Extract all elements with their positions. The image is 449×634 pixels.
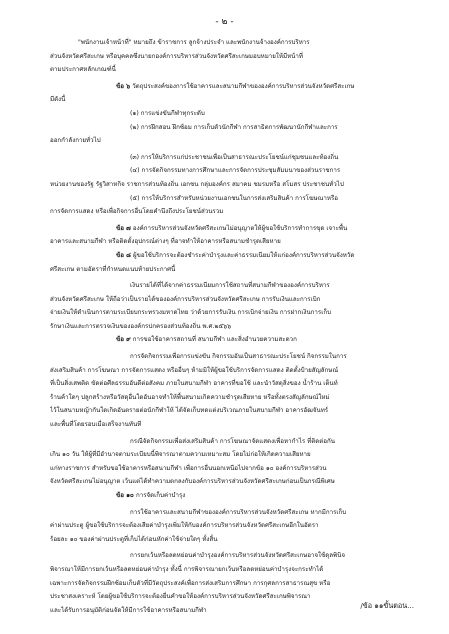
line-text: การจัดการแสดง หรือเพื่อกิจการอื่นโดยคำนึงถึงประโยชน์ส่วนรวม [50,208,224,216]
text-line [50,164,412,178]
text-line [50,121,412,135]
text-line [50,80,412,94]
text-line [50,50,412,64]
line-text: แก่ทางราชการ สำหรับขอใช้อาคารหรือสนามกีฬา เพื่อการอื่นนอกเหนือไปจากข้อ ๑๐ องค์การบริหารส่วน [50,464,327,472]
line-text: ส่วนจังหวัดศรีสะเกษ หรือบุคคลซึ่งนายกองค์การบริหารส่วนจังหวัดศรีสะเกษมอบหมายให้มีหน้าที่ [50,52,303,60]
text-line [50,151,412,165]
line-text: ประชาสงเคราะห์ โดยผู้ขอใช้บริการจะต้องยื่นคำขอให้องค์การบริหารส่วนจังหวัดศรีสะเกษพิจารณา [50,593,311,601]
page-number: - ๒ - [215,17,234,27]
line-text: ร้อยละ ๑๐ ของค่าผ่านประตูที่เก็บได้ก่อนหักค่าใช้จ่ายใดๆ ทั้งสิ้น [50,535,218,543]
line-text: (๓) การให้บริการแก่ประชาชนเพื่อเป็นสาธารณะประโยชน์แก่ชุมชนและท้องถิ่น [130,153,339,161]
line-text: องค์การบริหารส่วนจังหวัดศรีสะเกษไม่อนุญาตให้ผู้ขอใช้บริการทำการขุด เจาะพื้น [132,224,348,232]
text-line [50,205,412,219]
text-line [50,107,412,121]
clause-number: ข้อ ๗ [116,224,133,232]
text-line [50,533,412,547]
text-line [50,506,412,520]
text-line [50,320,412,334]
line-text: ส่วนจังหวัดศรีสะเกษ ให้ถือว่าเป็นรายได้ขององค์การบริหารส่วนจังหวัดศรีสะเกษ การรับเงินและการเบิก [50,295,321,303]
clause-number: ข้อ ๖ [116,82,133,90]
line-text: ที่เป็นสิ่งเสพติด ขัดต่อศีลธรรมอันดีต่อสังคม ภายในสนามกีฬา อาคารที่ขอใช้ และนำวัสดุสิ่งของ น้ำร้าน เต็นท์ [50,380,338,388]
line-text: ศรีสะเกษ ตามอัตราที่กำหนดแนบท้ายประกาศนี้ [50,265,176,273]
line-text: การยกเว้นหรือลดหย่อนค่าบำรุงองค์การบริหารส่วนจังหวัดศรีสะเกษอาจใช้ดุลพินิจ [130,552,345,560]
text-line [50,36,412,50]
clause-number: ข้อ ๙ [116,336,133,344]
text-line [50,192,412,206]
text-line [50,377,412,391]
text-line [50,462,412,476]
line-text: เฉพาะการจัดกิจกรรมฝึกซ้อมเก็บตัวที่มีวัตถุประสงค์เพื่อการส่งเสริมการศึกษา การกุศลการสาธารณสุข หรือ [50,579,331,587]
text-line [50,350,412,364]
text-line [50,263,412,277]
line-text: "พนักงานเจ้าหน้าที่" หมายถึง ข้าราชการ ลูกจ้างประจำ และพนักงานจ้างองค์การบริหาร [78,39,310,46]
text-line [50,333,412,347]
text-line [50,577,412,591]
line-text: เงินรายได้ที่ได้จากค่าธรรมเนียมการใช้สถานที่สนามกีฬาขององค์การบริหาร [130,282,330,290]
text-line [50,391,412,405]
text-line [50,475,412,489]
continuation-note: /ข้อ ๑๑ขั้นตอน... [360,601,414,610]
text-line [50,364,412,378]
line-text: (๔) การจัดกิจกรรมทางการศึกษาและการจัดการประชุมสัมมนาของส่วนราชการ [130,167,341,175]
line-text: และพื้นที่โดยรอบเมื่อเสร็จงานทันที [50,421,142,429]
line-text: (๑) การแข่งขันกีฬาทุกระดับ [130,109,205,117]
line-text: ออกกำลังกายทั่วไป [50,137,101,145]
text-line [50,563,412,577]
text-line [50,489,412,503]
line-text: วัตถุประสงค์ของการใช้อาคารและสนามกีฬาขององค์การบริหารส่วนจังหวัดศรีสะเกษ [132,82,355,90]
line-text: ค่าผ่านประตู ผู้ขอใช้บริการจะต้องเสียค่าบำรุงเพิ่มให้กับองค์การบริหารส่วนจังหวัดศรีสะเกษอีกในอัตรา [50,522,319,530]
line-text: (๕) การให้บริการสำหรับหน่วยงานเอกชนในการส่งเสริมสินค้า การโฆษณาหรือ [130,194,338,202]
line-text: ผู้ขอใช้บริการจะต้องชำระค่าบำรุงและค่าธรรมเนียมให้แก่องค์การบริหารส่วนจังหวัด [133,251,355,259]
text-line [50,249,412,263]
line-text: รักษาเงินและการตรวจเงินขององค์กรปกครองส่วนท้องถิ่น พ.ศ.๒๕๖๖ [50,322,232,330]
text-line [50,448,412,462]
clause-number: ข้อ ๘ [116,251,134,259]
line-text: การขอใช้อาคารสถานที่ สนามกีฬา และสิ่งอำนวยความสะดวก [132,336,297,344]
line-text: มีดังนี้ [50,96,66,104]
line-text: หน่วยงานของรัฐ รัฐวิสาหกิจ ราชการส่วนท้องถิ่น เอกชน กลุ่มองค์กร สมาคม ชมรมหรือ สโมสร ประชาชนทั่วไป [50,180,344,188]
text-line [50,63,412,77]
line-text: การจัดกิจกรรมเพื่อการแข่งขัน กิจกรรมอันเป็นสาธารณะประโยชน์ กิจกรรมในการ [130,353,347,361]
line-text: ตามประกาศหลักเกณฑ์นี้ [50,66,116,74]
line-text: การใช้อาคารและสนามกีฬาขององค์การบริหารส่วนจังหวัดศรีสะเกษ หากมีการเก็บ [130,508,347,516]
text-line [50,222,412,236]
line-text: จ่ายเงินให้ดำเนินการตามระเบียบกระทรวงมหาดไทย ว่าด้วยการรับเงิน การเบิกจ่ายเงิน การฝากเงินการเก็บ [50,309,332,317]
line-text: ร้านค้าใดๆ ปลูกสร้างหรือวัสดุอื่นใดอันอาจทำให้พื้นสนามเกิดความชำรุดเสียหาย หรือทั้งตรงสัญลักษณ์ใหม่ [50,393,330,401]
text-line [50,435,412,449]
line-text: (๒) การฝึกสอน ฝึกซ้อม การเก็บตัวนักกีฬา การสาธิตการพัฒนานักกีฬาและการ [130,123,338,131]
text-line [50,235,412,249]
line-text: จังหวัดศรีสะเกษไม่อนุญาต เว้นแต่ได้ทำความตกลงกับองค์การบริหารส่วนจังหวัดศรีสะเกษก่อนเป็นกรณีพิเศษ [50,478,335,486]
text-line [50,404,412,418]
text-line [50,549,412,563]
text-line [50,418,412,432]
text-line [50,293,412,307]
line-text: ส่งเสริมสินค้า การโฆษณา การจัดการแสดง หรืออื่นๆ ห้ามมิให้ผู้ขอใช้บริการจัดการแสดง ติดตั้งป้ายสัญลักษณ์ [50,366,339,374]
document-body [50,36,412,617]
line-text: อาคารและสนามกีฬา หรือติดตั้งอุปกรณ์ต่างๆ ที่อาจทำให้อาคารหรือสนามชำรุดเสียหาย [50,238,281,246]
text-line [50,178,412,192]
text-line [50,519,412,533]
line-text: และได้รับการอนุมัติก่อนจัดให้มีการใช้อาคารหรือสนามกีฬา [50,606,207,614]
text-line [50,134,412,148]
line-text: การจัดเก็บค่าบำรุง [135,492,186,499]
text-line [50,306,412,320]
clause-number: ข้อ ๑๐ [116,492,136,499]
text-line [50,279,412,293]
line-text: พิจารณาให้มีการยกเว้นหรือลดหย่อนค่าบำรุง ทั้งนี้ การพิจารณายกเว้นหรือลดหย่อนค่าบำรุงจะกระทำได้ [50,565,324,573]
line-text: เกิน ๑๐ วัน ให้ผู้ที่มีอำนาจตามระเบียบนี้พิจารณาตามความเหมาะสม โดยไม่ก่อให้เกิดความเสียหาย [50,451,311,459]
text-line [50,93,412,107]
line-text: กรณีจัดกิจกรรมเพื่อส่งเสริมสินค้า การโฆษณาจัดแสดงเพื่อหากำไร ที่ติดต่อกัน [130,437,335,445]
line-text: ไว้ในสนามหญ้ากันใดเกิดอันตรายต่อนักกีฬาให้ ได้จัดเก็บทดแต่งบริเวณภายในสนามกีฬา อาคารอัฒจันทร์ [50,407,329,415]
